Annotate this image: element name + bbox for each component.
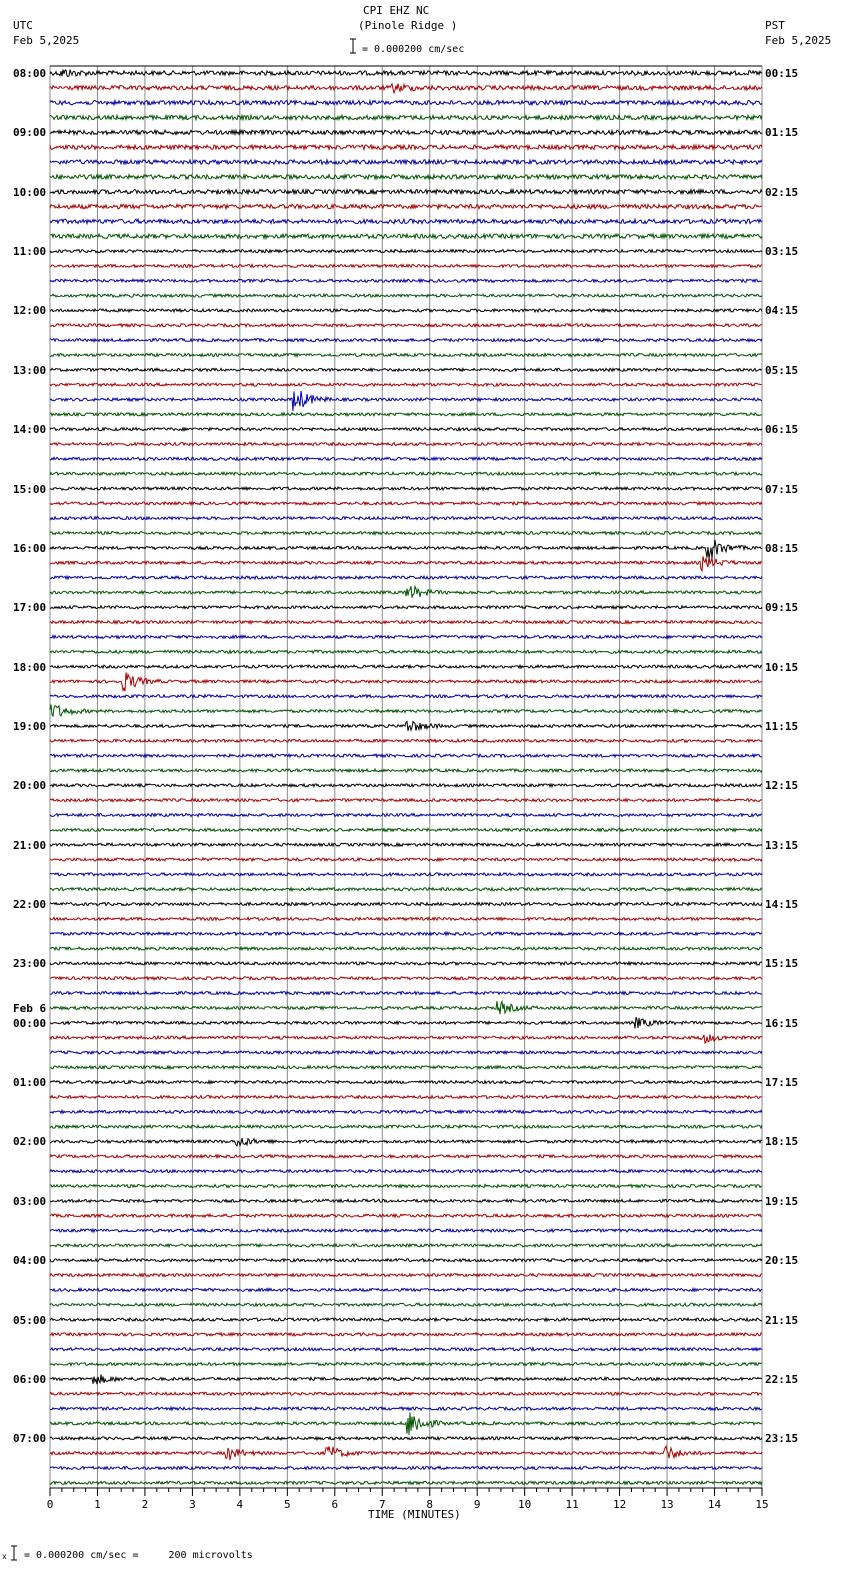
trace-68 — [50, 1081, 762, 1084]
pst-hour-label: 07:15 — [765, 482, 799, 496]
pst-hour-label: 12:15 — [765, 779, 799, 793]
trace-23 — [50, 413, 762, 416]
trace-6 — [50, 160, 762, 164]
x-tick-label: 6 — [331, 1498, 339, 1511]
trace-92 — [50, 1437, 762, 1440]
trace-14 — [50, 279, 762, 282]
utc-hour-label: 02:00 — [13, 1135, 47, 1149]
pst-hour-label: 21:15 — [765, 1313, 799, 1327]
footer-scale-label: = 0.000200 cm/sec = 200 microvolts — [24, 1550, 253, 1561]
trace-53 — [50, 858, 762, 861]
trace-85 — [50, 1333, 762, 1336]
trace-37 — [50, 621, 762, 624]
trace-65 — [50, 1034, 762, 1043]
trace-41 — [50, 673, 762, 692]
trace-86 — [50, 1348, 762, 1351]
trace-72 — [50, 1138, 762, 1146]
trace-44 — [50, 722, 762, 731]
x-tick-label: 4 — [236, 1498, 244, 1511]
trace-38 — [50, 635, 762, 638]
pst-hour-label: 23:15 — [765, 1432, 799, 1446]
trace-3 — [50, 115, 762, 119]
trace-42 — [50, 695, 762, 698]
trace-70 — [50, 1110, 762, 1113]
trace-84 — [50, 1318, 762, 1321]
trace-29 — [50, 502, 762, 505]
trace-89 — [50, 1392, 762, 1395]
trace-93 — [50, 1446, 762, 1460]
x-tick-label: 10 — [518, 1498, 532, 1511]
utc-hour-label: 21:00 — [13, 838, 47, 852]
station-location: (Pinole Ridge ) — [358, 19, 458, 32]
x-tick-label: 8 — [426, 1498, 434, 1511]
trace-82 — [50, 1288, 762, 1291]
pst-hour-label: 01:15 — [765, 126, 799, 140]
trace-56 — [50, 903, 762, 906]
trace-60 — [50, 962, 762, 965]
trace-9 — [50, 204, 762, 208]
trace-32 — [50, 540, 762, 559]
trace-18 — [50, 339, 762, 342]
pst-hour-label: 19:15 — [765, 1194, 799, 1208]
pst-hour-label: 08:15 — [765, 541, 799, 555]
pst-hour-label: 22:15 — [765, 1372, 799, 1386]
trace-39 — [50, 650, 762, 653]
trace-54 — [50, 873, 762, 876]
date-change-label: Feb 6 — [13, 1001, 47, 1015]
trace-31 — [50, 532, 762, 535]
pst-hour-label: 05:15 — [765, 363, 799, 377]
pst-hour-label: 17:15 — [765, 1076, 799, 1090]
x-tick-label: 15 — [755, 1498, 769, 1511]
x-tick-label: 2 — [141, 1498, 149, 1511]
trace-71 — [50, 1125, 762, 1128]
pst-hour-label: 16:15 — [765, 1016, 799, 1030]
trace-58 — [50, 932, 762, 935]
trace-12 — [50, 250, 762, 253]
trace-13 — [50, 264, 762, 267]
utc-hour-label: 20:00 — [13, 779, 47, 793]
trace-66 — [50, 1051, 762, 1054]
trace-88 — [50, 1374, 762, 1384]
utc-hour-label: 18:00 — [13, 660, 47, 674]
x-tick-label: 5 — [284, 1498, 291, 1511]
trace-4 — [50, 130, 762, 134]
utc-hour-label: 16:00 — [13, 541, 47, 555]
utc-hour-label: 19:00 — [13, 719, 47, 733]
trace-10 — [50, 219, 762, 223]
utc-hour-label: 03:00 — [13, 1194, 47, 1208]
scale-label: = 0.000200 cm/sec — [362, 44, 465, 55]
trace-64 — [50, 1017, 762, 1028]
trace-55 — [50, 888, 762, 891]
trace-26 — [50, 457, 762, 460]
utc-hour-label: 08:00 — [13, 67, 47, 80]
pst-hour-label: 06:15 — [765, 423, 799, 437]
x-tick-label: 12 — [612, 1498, 627, 1511]
trace-33 — [50, 556, 762, 570]
utc-hour-label: 09:00 — [13, 126, 47, 140]
utc-hour-label: 14:00 — [13, 423, 47, 437]
trace-22 — [50, 391, 762, 411]
trace-91 — [50, 1413, 762, 1435]
trace-19 — [50, 354, 762, 357]
trace-46 — [50, 754, 762, 757]
trace-8 — [50, 190, 762, 194]
trace-81 — [50, 1274, 762, 1277]
trace-69 — [50, 1096, 762, 1099]
pst-hour-label: 14:15 — [765, 898, 799, 912]
pst-hour-label: 02:15 — [765, 185, 799, 199]
trace-50 — [50, 814, 762, 817]
trace-76 — [50, 1199, 762, 1202]
utc-hour-label: 00:00 — [13, 1016, 47, 1030]
trace-62 — [50, 992, 762, 995]
trace-61 — [50, 977, 762, 980]
left-timezone: UTC — [13, 19, 33, 32]
trace-35 — [50, 586, 762, 597]
right-timezone: PST — [765, 19, 785, 32]
trace-77 — [50, 1214, 762, 1217]
trace-36 — [50, 606, 762, 609]
trace-17 — [50, 324, 762, 327]
left-date: Feb 5,2025 — [13, 34, 80, 47]
utc-hour-label: 15:00 — [13, 482, 47, 496]
trace-57 — [50, 917, 762, 920]
x-tick-label: 14 — [707, 1498, 722, 1511]
x-tick-label: 11 — [565, 1498, 579, 1511]
pst-hour-label: 20:15 — [765, 1254, 799, 1268]
x-tick-label: 1 — [94, 1498, 101, 1511]
trace-80 — [50, 1259, 762, 1262]
trace-5 — [50, 145, 762, 149]
trace-51 — [50, 828, 762, 831]
x-tick-label: 13 — [660, 1498, 674, 1511]
trace-40 — [50, 665, 762, 668]
seismic-traces — [50, 70, 762, 1485]
trace-24 — [50, 428, 762, 431]
trace-67 — [50, 1066, 762, 1069]
x-tick-label: 9 — [473, 1498, 481, 1511]
trace-34 — [50, 576, 762, 579]
trace-2 — [50, 101, 762, 105]
trace-0 — [50, 70, 762, 77]
utc-hour-label: 22:00 — [13, 898, 47, 912]
trace-43 — [50, 705, 762, 717]
utc-hour-label: 11:00 — [13, 245, 47, 259]
trace-63 — [50, 1001, 762, 1014]
utc-hour-label: 04:00 — [13, 1254, 47, 1268]
trace-59 — [50, 947, 762, 950]
utc-hour-label: 07:00 — [13, 1432, 47, 1446]
trace-52 — [50, 843, 762, 846]
trace-45 — [50, 739, 762, 742]
utc-hour-label: 05:00 — [13, 1313, 47, 1327]
trace-87 — [50, 1363, 762, 1366]
trace-21 — [50, 383, 762, 386]
utc-hour-label: 06:00 — [13, 1372, 47, 1386]
trace-25 — [50, 443, 762, 446]
trace-73 — [50, 1155, 762, 1158]
utc-hour-label: 12:00 — [13, 304, 47, 318]
pst-hour-label: 13:15 — [765, 838, 799, 852]
trace-47 — [50, 769, 762, 772]
utc-hour-label: 13:00 — [13, 363, 47, 377]
footer-mark: x — [2, 1552, 7, 1561]
trace-27 — [50, 472, 762, 475]
pst-hour-label: 03:15 — [765, 245, 799, 259]
utc-hour-label: 01:00 — [13, 1076, 47, 1090]
trace-15 — [50, 294, 762, 297]
trace-94 — [50, 1467, 762, 1470]
trace-78 — [50, 1229, 762, 1232]
trace-95 — [50, 1481, 762, 1484]
pst-hour-label: 10:15 — [765, 660, 799, 674]
pst-hour-label: 15:15 — [765, 957, 799, 971]
trace-28 — [50, 487, 762, 490]
trace-90 — [50, 1407, 762, 1410]
trace-11 — [50, 234, 762, 238]
trace-7 — [50, 175, 762, 179]
utc-hour-label: 10:00 — [13, 185, 47, 199]
trace-49 — [50, 799, 762, 802]
station-title: CPI EHZ NC — [363, 4, 430, 17]
trace-16 — [50, 309, 762, 312]
pst-hour-label: 00:15 — [765, 67, 799, 80]
pst-hour-label: 09:15 — [765, 601, 799, 615]
pst-hour-label: 18:15 — [765, 1135, 799, 1149]
trace-83 — [50, 1303, 762, 1306]
x-tick-label: 7 — [378, 1498, 386, 1511]
pst-hour-label: 04:15 — [765, 304, 799, 318]
x-tick-label: 0 — [46, 1498, 54, 1511]
utc-hour-label: 23:00 — [13, 957, 47, 971]
trace-30 — [50, 517, 762, 520]
pst-hour-label: 11:15 — [765, 719, 799, 733]
x-axis-label: TIME (MINUTES) — [368, 1508, 461, 1521]
trace-79 — [50, 1244, 762, 1247]
trace-1 — [50, 84, 762, 93]
trace-75 — [50, 1185, 762, 1188]
trace-74 — [50, 1170, 762, 1173]
trace-20 — [50, 368, 762, 371]
trace-48 — [50, 784, 762, 787]
x-tick-label: 3 — [189, 1498, 196, 1511]
right-date: Feb 5,2025 — [765, 34, 832, 47]
utc-hour-label: 17:00 — [13, 601, 47, 615]
